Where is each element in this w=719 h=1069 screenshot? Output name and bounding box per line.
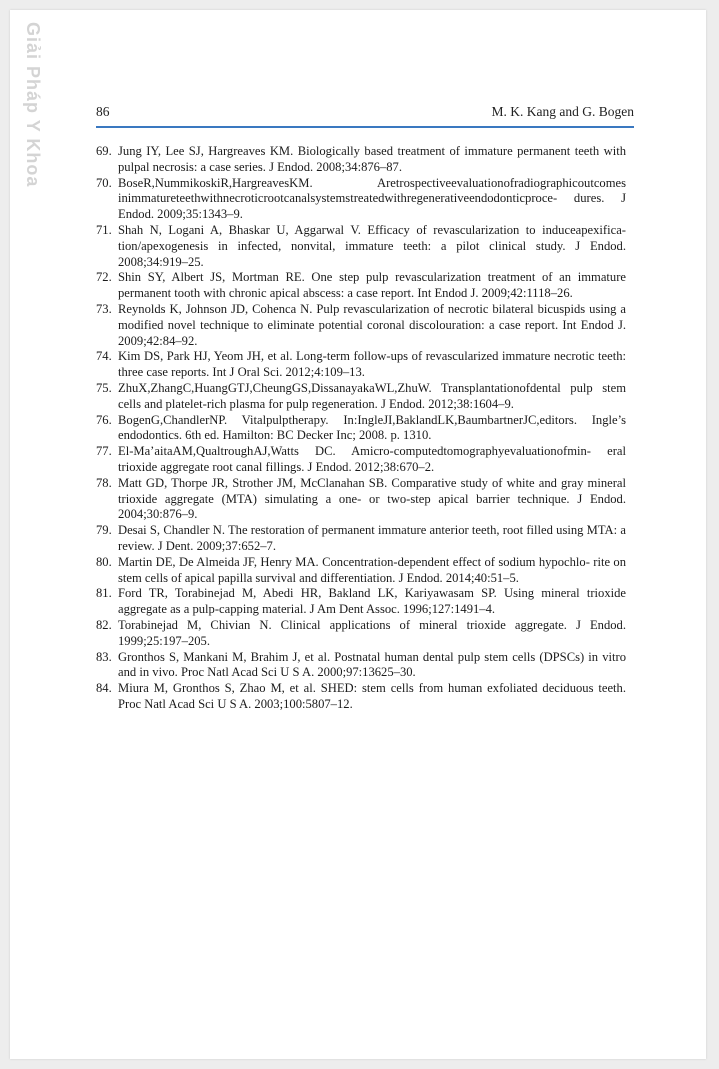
reference-item (96, 650, 626, 682)
reference-text: Torabinejad M, Chivian N. Clinical applications of mineral trioxide aggregate. J Endod. 1999;25:197–205. (118, 617, 626, 648)
reference-text: BogenG,ChandlerNP. Vitalpulptherapy. In:IngleJI,BaklandLK,BaumbartnerJC,editors. Ingle’s endodontics. 6th ed. Hamilton: BC Decker Inc; 2008. p. 1310. (118, 412, 626, 443)
reference-item (96, 413, 626, 445)
document-page (10, 10, 706, 1059)
reference-number: 78. (96, 475, 112, 490)
reference-text: Jung IY, Lee SJ, Hargreaves KM. Biologically based treatment of immature permanent teeth with pulpal necrosis: a case series. J Endod. 2008;34:876–87. (118, 144, 626, 174)
reference-item (96, 144, 626, 176)
reference-item (96, 270, 626, 302)
reference-number: 81. (96, 586, 112, 601)
reference-number: 72. (96, 270, 112, 285)
reference-item (96, 555, 626, 587)
reference-text: Gronthos S, Mankani M, Brahim J, et al. Postnatal human dental pulp stem cells (DPSCs) in vitro and in vivo. Proc Natl Acad Sci U S A. 2000;97:13625–30. (118, 649, 626, 680)
watermark: Giải Pháp Y Khoa (23, 22, 43, 188)
reference-number: 74. (96, 349, 112, 364)
reference-number: 77. (96, 444, 112, 459)
reference-item (96, 618, 626, 650)
reference-text: Ford TR, Torabinejad M, Abedi HR, Bakland LK, Kariyawasam SP. Using mineral trioxide aggregate as a pulp-capping material. J Am Dent Assoc. 1996;127:1491–4. (118, 586, 626, 617)
reference-number: 69. (96, 144, 112, 158)
reference-text: Matt GD, Thorpe JR, Strother JM, McClanahan SB. Comparative study of white and gray mineral trioxide aggregate (MTA) simulating a one- or two-step apical barrier technique. J Endod. 2004;30:876–9. (118, 475, 626, 522)
reference-text: El-Ma’aitaAM,QualtroughAJ,Watts DC. Amicro-computedtomographyevaluationofmin- eral trioxide aggregate root canal fillings. J Endod. 2012;38:670–2. (118, 444, 626, 474)
reference-text: Martin DE, De Almeida JF, Henry MA. Concentration-dependent effect of sodium hypochlo- rite on stem cells of apical papilla survival and differentiation. J Endod. 2014;40:51–5. (118, 554, 626, 585)
reference-item (96, 302, 626, 349)
reference-text: Kim DS, Park HJ, Yeom JH, et al. Long-term follow-ups of revascularized immature necrotic teeth: three case reports. Int J Oral Sci. 2012;4:109–13. (118, 349, 626, 380)
reference-number: 84. (96, 681, 112, 696)
reference-item (96, 381, 626, 413)
reference-item (96, 681, 626, 713)
reference-number: 70. (96, 175, 112, 190)
reference-text: BoseR,NummikoskiR,HargreavesKM. Aretrospectiveevaluationofradiographicoutcomes inimmatureteethwithnecroticrootcanalsystemstreatedwithregenerativeendodonticproce- dures. J Endod. 2009;35:1343–9. (118, 175, 626, 222)
reference-text: ZhuX,ZhangC,HuangGTJ,CheungGS,DissanayakaWL,ZhuW. Transplantationofdental pulp stem cells and platelet-rich plasma for pulp regeneration. J Endod. 2012;38:1604–9. (118, 380, 626, 411)
reference-number: 83. (96, 649, 112, 664)
reference-number: 76. (96, 412, 112, 427)
page-number: 86 (96, 104, 110, 119)
reference-item (96, 476, 626, 523)
reference-list (96, 144, 626, 713)
reference-text: Reynolds K, Johnson JD, Cohenca N. Pulp revascularization of necrotic bilateral bicuspids using a modified novel technique to eliminate potential coronal discolouration: a case report. Int Endod J. 2009;42:84–92. (118, 301, 626, 348)
reference-text: Shin SY, Albert JS, Mortman RE. One step pulp revascularization treatment of an immature permanent tooth with chronic apical abscess: a case report. Int Endod J. 2009;42:1118–26. (118, 270, 626, 301)
reference-item (96, 349, 626, 381)
reference-item (96, 523, 626, 555)
reference-text: Miura M, Gronthos S, Zhao M, et al. SHED: stem cells from human exfoliated deciduous teeth. Proc Natl Acad Sci U S A. 2003;100:5807–12. (118, 681, 626, 711)
reference-text: Desai S, Chandler N. The restoration of permanent immature anterior teeth, root filled using MTA: a review. J Dent. 2009;37:652–7. (118, 523, 626, 553)
reference-number: 80. (96, 554, 112, 569)
reference-item (96, 176, 626, 223)
reference-number: 71. (96, 222, 112, 237)
reference-item (96, 223, 626, 270)
running-head: M. K. Kang and G. Bogen (491, 104, 634, 119)
reference-number: 79. (96, 523, 112, 538)
reference-number: 82. (96, 617, 112, 632)
reference-number: 75. (96, 380, 112, 395)
reference-number: 73. (96, 301, 112, 316)
reference-item (96, 586, 626, 618)
reference-text: Shah N, Logani A, Bhaskar U, Aggarwal V. Efficacy of revascularization to induceapexifica- tion/apexogenesis in infected, nonvital, immature teeth: a pilot clinical study. J Endod. 2008;34:919–25. (118, 222, 626, 269)
reference-item (96, 444, 626, 476)
page-header (96, 104, 634, 128)
